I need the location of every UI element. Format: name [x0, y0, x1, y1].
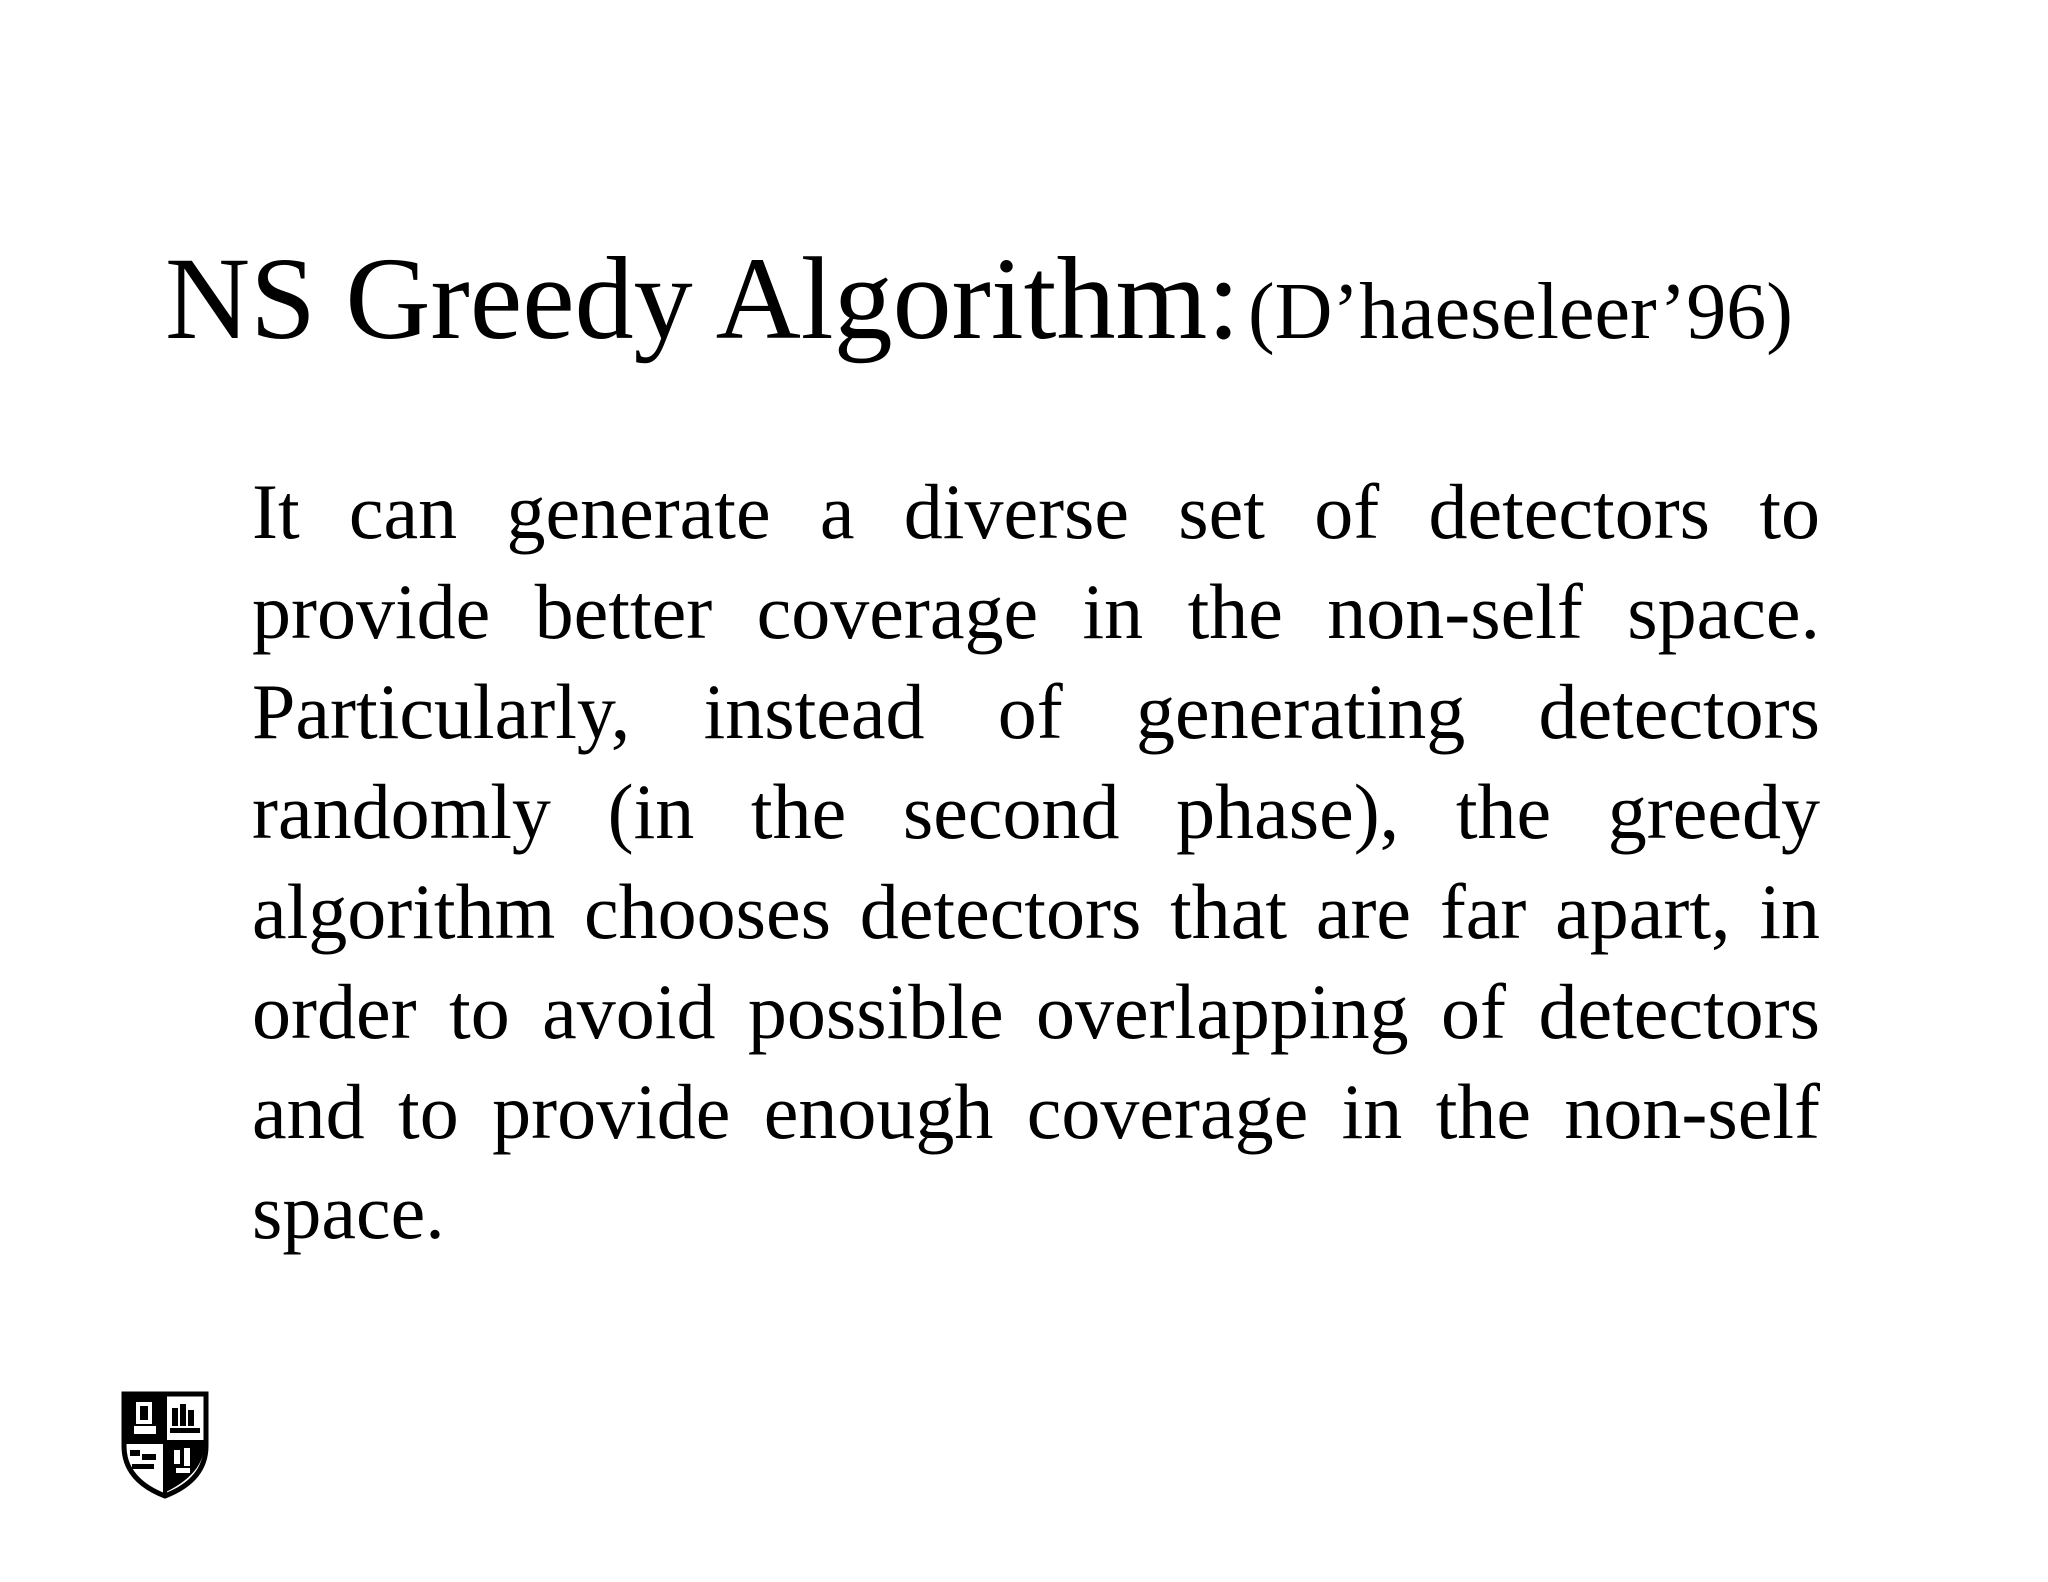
university-crest-icon — [118, 1388, 212, 1500]
title-citation: (D’haeseleer’96) — [1248, 268, 1793, 356]
slide-title — [165, 233, 1915, 364]
body-paragraph: It can generate a diverse set of detectors to provide better coverage in the non-self space. Particularly, instead of generating detectors randomly (in the second phase), the greedy algorithm chooses detectors that are far apart, in order to avoid possible overlapping of detectors and to provide enough coverage in the non-self space. — [252, 468, 1820, 1255]
title-main-text: NS Greedy Algorithm: — [165, 233, 1241, 364]
